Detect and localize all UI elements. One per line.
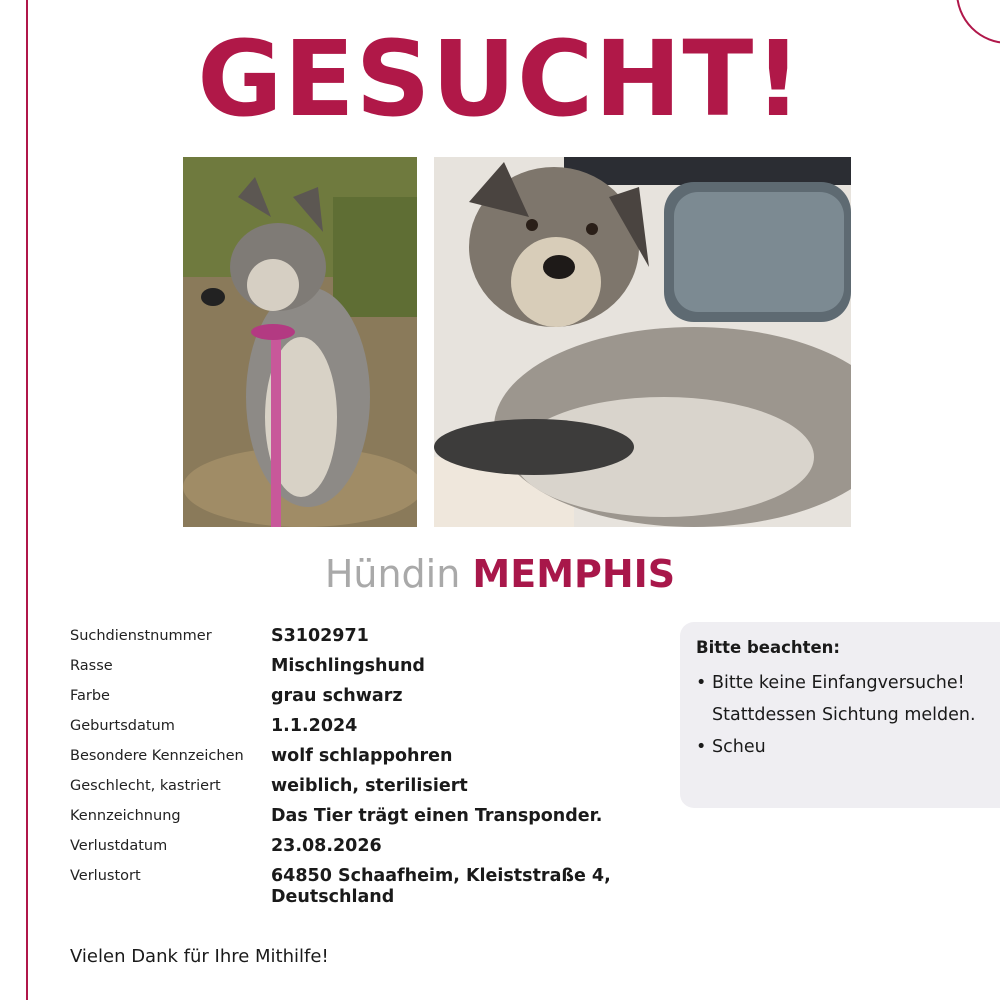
detail-row-color bbox=[70, 686, 630, 707]
poster-title: GESUCHT! bbox=[197, 18, 803, 140]
detail-label: Suchdienstnummer bbox=[70, 628, 212, 644]
detail-value: 23.08.2026 bbox=[271, 836, 382, 856]
notice-item: • Scheu bbox=[696, 731, 1000, 763]
detail-row-identification bbox=[70, 806, 630, 827]
dog-photo-lying bbox=[434, 157, 851, 527]
detail-row-special-marks bbox=[70, 746, 630, 767]
dog-name-heading bbox=[0, 552, 1000, 596]
detail-row-birthdate bbox=[70, 716, 630, 737]
detail-value: S3102971 bbox=[271, 626, 369, 646]
detail-label: Geburtsdatum bbox=[70, 718, 175, 734]
detail-row-sex bbox=[70, 776, 630, 797]
detail-label: Verlustort bbox=[70, 868, 141, 884]
detail-row-breed bbox=[70, 656, 630, 677]
detail-label: Kennzeichnung bbox=[70, 808, 181, 824]
detail-value: wolf schlappohren bbox=[271, 746, 453, 766]
dog-name: MEMPHIS bbox=[472, 552, 676, 596]
left-border-line bbox=[26, 0, 28, 1000]
detail-row-loss-location bbox=[70, 866, 630, 908]
detail-value: Das Tier trägt einen Transponder. bbox=[271, 806, 603, 826]
dog-details-table bbox=[70, 626, 630, 917]
detail-row-search-number bbox=[70, 626, 630, 647]
detail-label: Farbe bbox=[70, 688, 110, 704]
notice-list bbox=[696, 667, 1000, 763]
notice-title: Bitte beachten: bbox=[696, 638, 841, 657]
detail-value: Mischlingshund bbox=[271, 656, 425, 676]
notice-box bbox=[680, 622, 1000, 808]
notice-item: • Bitte keine Einfangversuche! Stattdessen Sichtung melden. bbox=[696, 667, 1000, 731]
detail-row-loss-date bbox=[70, 836, 630, 857]
detail-value: 1.1.2024 bbox=[271, 716, 358, 736]
detail-value: grau schwarz bbox=[271, 686, 403, 706]
dog-gender-label: Hündin bbox=[324, 552, 461, 596]
detail-label: Besondere Kennzeichen bbox=[70, 748, 244, 764]
dog-photo-sitting bbox=[183, 157, 417, 527]
detail-label: Verlustdatum bbox=[70, 838, 168, 854]
detail-value: weiblich, sterilisiert bbox=[271, 776, 468, 796]
thanks-message: Vielen Dank für Ihre Mithilfe! bbox=[70, 946, 329, 967]
detail-value: 64850 Schaafheim, Kleiststraße 4, Deutschland bbox=[271, 866, 611, 907]
detail-label: Geschlecht, kastriert bbox=[70, 778, 221, 794]
detail-label: Rasse bbox=[70, 658, 113, 674]
